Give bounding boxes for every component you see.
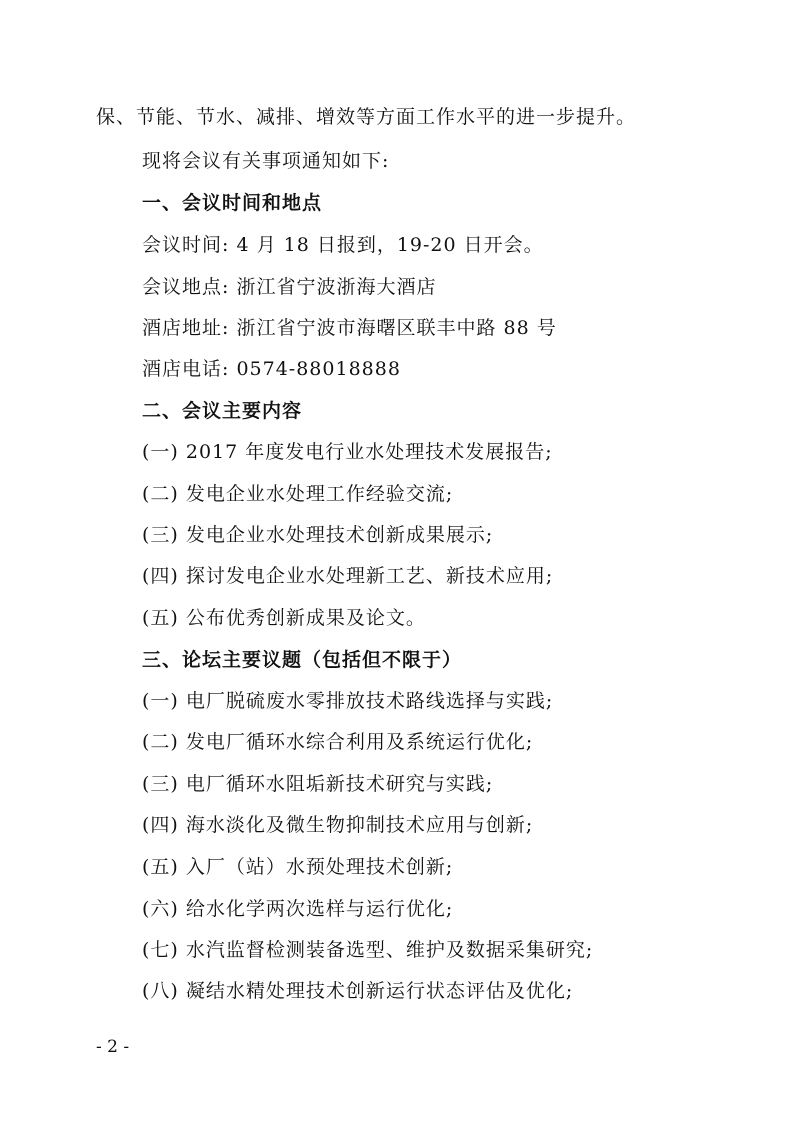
meeting-venue: 会议地点: 浙江省宁波浙海大酒店 — [142, 276, 437, 298]
topic-item: (一) 电厂脱硫废水零排放技术路线选择与实践; — [142, 690, 554, 712]
topic-item: (八) 凝结水精处理技术创新运行状态评估及优化; — [142, 980, 574, 1002]
section-heading-forum-topics: 三、论坛主要议题（包括但不限于） — [142, 649, 463, 671]
content-item: (一) 2017 年度发电行业水处理技术发展报告; — [142, 441, 553, 463]
content-item: (二) 发电企业水处理工作经验交流; — [142, 483, 454, 505]
content-item: (四) 探讨发电企业水处理新工艺、新技术应用; — [142, 565, 554, 587]
notice-line: 现将会议有关事项通知如下: — [142, 150, 390, 172]
intro-line: 保、节能、节水、减排、增效等方面工作水平的进一步提升。 — [96, 106, 637, 128]
topic-item: (六) 给水化学两次选样与运行优化; — [142, 898, 454, 920]
meeting-time: 会议时间: 4 月 18 日报到，19-20 日开会。 — [142, 234, 544, 256]
topic-item: (三) 电厂循环水阻垢新技术研究与实践; — [142, 773, 494, 795]
topic-item: (二) 发电厂循环水综合利用及系统运行优化; — [142, 731, 534, 753]
content-item: (三) 发电企业水处理技术创新成果展示; — [142, 524, 494, 546]
topic-item: (四) 海水淡化及微生物抑制技术应用与创新; — [142, 814, 534, 836]
section-heading-main-content: 二、会议主要内容 — [142, 400, 303, 422]
page-number: - 2 - — [96, 1037, 130, 1057]
topic-item: (七) 水汽监督检测装备选型、维护及数据采集研究; — [142, 939, 594, 961]
topic-item: (五) 入厂（站）水预处理技术创新; — [142, 856, 454, 878]
section-heading-time-venue: 一、会议时间和地点 — [142, 192, 323, 214]
content-item: (五) 公布优秀创新成果及论文。 — [142, 607, 426, 629]
hotel-address: 酒店地址: 浙江省宁波市海曙区联丰中路 88 号 — [142, 317, 557, 339]
hotel-phone: 酒店电话: 0574-88018888 — [142, 358, 401, 380]
